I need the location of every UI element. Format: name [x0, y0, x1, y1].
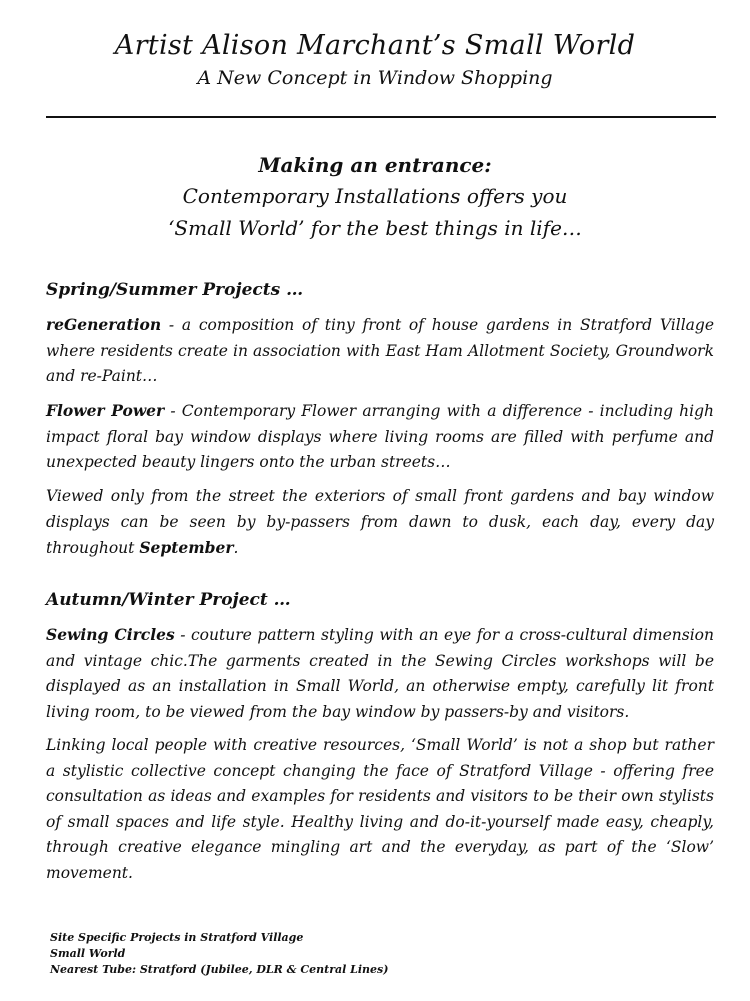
page-header	[0, 28, 750, 92]
intro-block	[0, 150, 750, 244]
sewing-circles-term: Sewing Circles	[46, 625, 175, 644]
regeneration-term: reGeneration	[46, 315, 162, 334]
flower-power-text: - Contemporary Flower arranging with a difference - including high impact floral bay window displays where living rooms are filled with perfume and unexpected beauty lingers onto the urban streets…	[46, 402, 715, 471]
page-title: Artist Alison Marchant’s Small World	[114, 30, 636, 61]
intro-heading: Making an entrance:	[258, 153, 492, 177]
flower-power-paragraph	[46, 398, 714, 476]
sewing-circles-paragraph	[46, 622, 714, 725]
intro-line-2: ‘Small World’ for the best things in life…	[168, 216, 582, 240]
viewed-end: .	[233, 539, 239, 557]
autumn-winter-heading: Autumn/Winter Project …	[46, 590, 291, 610]
footer-line-2: Small World	[50, 947, 126, 960]
viewed-text: Viewed only from the street the exteriors of small front gardens and bay window displays can be seen by by-passers from dawn to dusk, each day, every day throughout	[46, 487, 714, 557]
header-divider	[46, 116, 716, 118]
linking-paragraph	[46, 733, 714, 886]
viewed-paragraph	[46, 484, 714, 562]
sewing-circles-text: - couture pattern styling with an eye for a cross-cultural dimension and vintage chic.The garments created in the Sewing Circles workshops will be displayed as an installation in Small World, an otherwise empty, carefully lit front living room, to be viewed from the bay window by passers-by and visitors.	[46, 626, 714, 721]
spring-summer-heading: Spring/Summer Projects …	[46, 280, 304, 300]
intro-line-1: Contemporary Installations offers you	[182, 184, 568, 208]
regeneration-text: - a composition of tiny front of house gardens in Stratford Village where residents create in association with East Ham Allotment Society, Groundwork and re-Paint…	[46, 316, 714, 385]
footer-line-3: Nearest Tube: Stratford (Jubilee, DLR & Central Lines)	[50, 963, 389, 976]
flower-power-term: Flower Power	[46, 401, 165, 420]
linking-text: Linking local people with creative resources, ‘Small World’ is not a shop but rather a stylistic collective concept changing the face of Stratford Village - offering free consultation as ideas and examples for residents and visitors to be their own stylists of small spaces and life style. Healthy living and do-it-yourself made easy, cheaply, through creative elegance mingling art and the everyday, as part of the ‘Slow’ movement.	[46, 736, 714, 882]
footer	[50, 930, 388, 978]
regeneration-paragraph	[46, 312, 714, 390]
september-term: September	[139, 538, 234, 557]
page-subtitle: A New Concept in Window Shopping	[197, 67, 553, 89]
footer-line-1: Site Specific Projects in Stratford Village	[50, 931, 304, 944]
